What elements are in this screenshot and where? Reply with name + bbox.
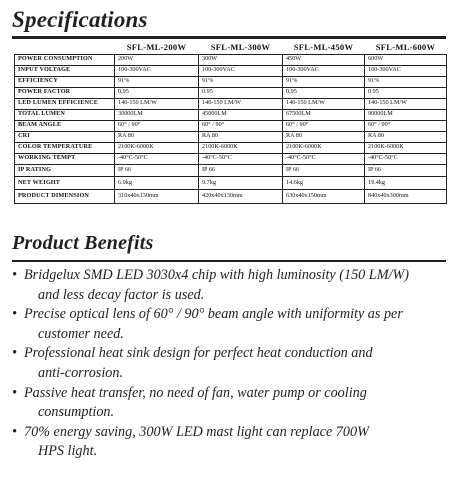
- spec-row: [15, 87, 447, 98]
- spec-row: [15, 109, 447, 120]
- benefit-item: [12, 305, 452, 344]
- spec-row: [15, 120, 447, 131]
- spec-row-label: INPUT VOLTAGE: [15, 65, 115, 76]
- specifications-body: [15, 54, 447, 203]
- spec-cell: 100-300VAC: [115, 65, 199, 76]
- spec-row-label: LED LUMEN EFFICIENCE: [15, 98, 115, 109]
- spec-cell: 2100K-6000K: [115, 142, 199, 153]
- specifications-title: Specifications: [12, 7, 148, 32]
- benefit-text: 70% energy saving, 300W LED mast light can replace 700W: [24, 423, 369, 440]
- product-benefits-title: Product Benefits: [12, 232, 154, 254]
- spec-row: [15, 76, 447, 87]
- bullet-icon: •: [12, 384, 17, 401]
- spec-row-label: IP RATING: [15, 164, 115, 177]
- spec-row-label: PRODUCT DIMENSION: [15, 189, 115, 203]
- spec-row-label: POWER FACTOR: [15, 87, 115, 98]
- spec-cell: 0.95: [199, 87, 283, 98]
- column-header: SFL-ML-200W: [115, 40, 199, 54]
- spec-row-label: NET WEIGHT: [15, 177, 115, 190]
- spec-cell: 600W: [365, 54, 447, 65]
- spec-cell: 90000LM: [365, 109, 447, 120]
- spec-cell: 2100K-6000K: [199, 142, 283, 153]
- spec-cell: 91%: [199, 76, 283, 87]
- bullet-icon: •: [12, 267, 17, 283]
- spec-cell: 140-150 LM/W: [365, 98, 447, 109]
- spec-cell: -40°C-50°C: [365, 153, 447, 164]
- benefit-text: customer need.: [38, 325, 124, 342]
- spec-cell: 140-150 LM/W: [199, 98, 283, 109]
- bullet-icon: •: [12, 423, 17, 440]
- spec-cell: 100-300VAC: [365, 65, 447, 76]
- spec-cell: 100-300VAC: [199, 65, 283, 76]
- spec-cell: RA 80: [199, 131, 283, 142]
- spec-cell: -40°C-50°C: [283, 153, 365, 164]
- column-header: SFL-ML-450W: [283, 40, 365, 54]
- spec-cell: 2100K-6000K: [283, 142, 365, 153]
- spec-cell: 140-150 LM/W: [115, 98, 199, 109]
- spec-cell: 100-300VAC: [283, 65, 365, 76]
- benefit-text: and less decay factor is used.: [38, 286, 205, 303]
- spec-cell: 2100K-6000K: [365, 142, 447, 153]
- specifications-header-row: [15, 40, 447, 54]
- spec-cell: 0.95: [283, 87, 365, 98]
- spec-cell: 300W: [199, 54, 283, 65]
- benefit-item: [12, 423, 452, 462]
- benefit-text: anti-corrosion.: [38, 364, 123, 381]
- spec-row: [15, 54, 447, 65]
- benefit-item: [12, 384, 452, 423]
- spec-cell: 200W: [115, 54, 199, 65]
- spec-cell: 60° / 90°: [199, 120, 283, 131]
- spec-row-label: EFFICIENCY: [15, 76, 115, 87]
- spec-row: [15, 153, 447, 164]
- spec-cell: IP 66: [365, 164, 447, 177]
- spec-cell: 310x40x130mm: [115, 189, 199, 203]
- spec-cell: 140-150 LM/W: [283, 98, 365, 109]
- spec-cell: 91%: [365, 76, 447, 87]
- spec-row: [15, 98, 447, 109]
- spec-row: [15, 177, 447, 190]
- spec-cell: 840x40x300mm: [365, 189, 447, 203]
- spec-row-label: CRI: [15, 131, 115, 142]
- spec-row-label: COLOR TEMPERATURE: [15, 142, 115, 153]
- spec-cell: 420x40x130mm: [199, 189, 283, 203]
- header-spacer: [15, 40, 115, 54]
- spec-cell: 630x40x150mm: [283, 189, 365, 203]
- spec-cell: IP 66: [115, 164, 199, 177]
- benefit-text: consumption.: [38, 404, 115, 421]
- spec-row-label: POWER CONSUMPTION: [15, 54, 115, 65]
- spec-row: [15, 164, 447, 177]
- column-header: SFL-ML-300W: [199, 40, 283, 54]
- spec-cell: 91%: [283, 76, 365, 87]
- spec-cell: 91%: [115, 76, 199, 87]
- spec-cell: IP 66: [283, 164, 365, 177]
- spec-cell: 67500LM: [283, 109, 365, 120]
- spec-row: [15, 65, 447, 76]
- benefit-text: Professional heat sink design for perfect heat conduction and: [24, 345, 373, 362]
- spec-cell: 60° / 90°: [115, 120, 199, 131]
- spec-cell: IP 66: [199, 164, 283, 177]
- spec-cell: RA 80: [283, 131, 365, 142]
- spec-cell: -40°C-50°C: [115, 153, 199, 164]
- product-benefits-list: [12, 266, 452, 462]
- benefit-item: [12, 344, 452, 383]
- spec-cell: 6.9kg: [115, 177, 199, 190]
- spec-row: [15, 142, 447, 153]
- benefit-text: Bridgelux SMD LED 3030x4 chip with high luminosity (150 LM/W): [24, 267, 409, 283]
- column-header: SFL-ML-600W: [365, 40, 447, 54]
- spec-row-label: TOTAL LUMEN: [15, 109, 115, 120]
- spec-cell: 0.95: [365, 87, 447, 98]
- spec-cell: -40°C-50°C: [199, 153, 283, 164]
- spec-cell: 19.4kg: [365, 177, 447, 190]
- spec-cell: RA 80: [115, 131, 199, 142]
- benefit-text: Passive heat transfer, no need of fan, water pump or cooling: [24, 384, 367, 401]
- spec-row-label: BEAM ANGLE: [15, 120, 115, 131]
- spec-cell: RA 80: [365, 131, 447, 142]
- bullet-icon: •: [12, 306, 17, 323]
- specifications-divider: [12, 36, 446, 39]
- spec-cell: 30000LM: [115, 109, 199, 120]
- product-benefits-divider: [12, 260, 446, 262]
- benefit-text: HPS light.: [38, 443, 98, 460]
- benefit-text: Precise optical lens of 60° / 90° beam angle with uniformity as per: [24, 306, 403, 323]
- spec-cell: 14.6kg: [283, 177, 365, 190]
- specifications-table: [14, 40, 447, 204]
- spec-cell: 0.95: [115, 87, 199, 98]
- spec-cell: 60° / 90°: [283, 120, 365, 131]
- spec-row: [15, 189, 447, 203]
- spec-cell: 60° / 90°: [365, 120, 447, 131]
- spec-cell: 9.7kg: [199, 177, 283, 190]
- benefit-item: [12, 266, 452, 305]
- spec-cell: 45000LM: [199, 109, 283, 120]
- spec-cell: 450W: [283, 54, 365, 65]
- spec-row: [15, 131, 447, 142]
- spec-row-label: WORKING TEMPT: [15, 153, 115, 164]
- bullet-icon: •: [12, 345, 17, 362]
